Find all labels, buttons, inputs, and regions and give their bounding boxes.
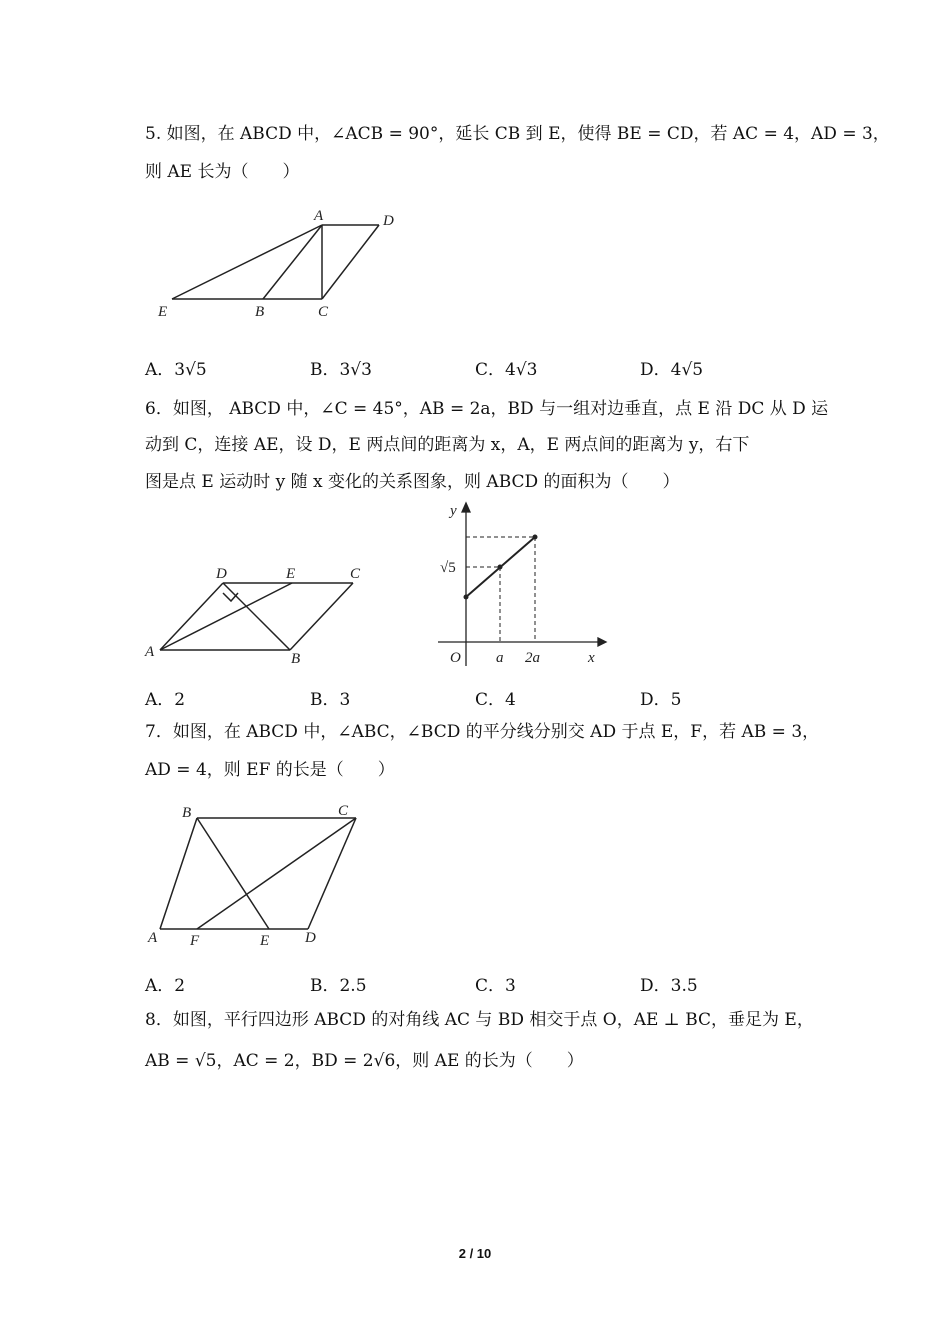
q6-option-c[interactable]: C．4: [475, 690, 516, 710]
q6-graph-label-y: y: [450, 503, 457, 519]
q5-line-2: 则 AE 长为（ ）: [145, 162, 300, 182]
q5-option-d[interactable]: D．4√5: [640, 360, 704, 380]
q6-graph-point-start: [464, 595, 469, 600]
q5-option-a[interactable]: A．3√5: [145, 360, 207, 380]
q7-label-D: D: [305, 930, 316, 946]
q6-graph-label-x: x: [588, 650, 595, 666]
q5-line-1: 5. 如图，在 ABCD 中，∠ACB = 90°，延长 CB 到 E，使得 BE = CD，若 AC = 4，AD = 3，: [145, 124, 890, 144]
q5-label-A: A: [314, 208, 324, 224]
q6-label-A: A: [145, 644, 155, 660]
q5-label-C: C: [318, 304, 329, 320]
q7-label-E: E: [260, 933, 270, 949]
q5-label-B: B: [255, 304, 265, 320]
q6-option-a[interactable]: A．2: [145, 690, 186, 710]
q7-option-b[interactable]: B．2.5: [310, 976, 367, 996]
q8-line-1: 8．如图，平行四边形 ABCD 的对角线 AC 与 BD 相交于点 O，AE ⊥ BC，垂足为 E，: [145, 1010, 814, 1030]
q6-seg-BC: [290, 583, 353, 650]
q7-label-B: B: [182, 805, 192, 821]
q7-label-C: C: [338, 803, 349, 819]
q6-label-D: D: [216, 566, 227, 582]
q5-option-b[interactable]: B．3√3: [310, 360, 372, 380]
q6-option-b[interactable]: B．3: [310, 690, 351, 710]
q5-seg-DC: [322, 225, 379, 299]
q6-line-2: 动到 C，连接 AE，设 D，E 两点间的距离为 x，A，E 两点间的距离为 y，右下: [145, 435, 750, 455]
q5-seg-BA: [263, 225, 322, 299]
q5-label-E: E: [158, 304, 168, 320]
q6-graph-point-mid: [498, 565, 503, 570]
q7-option-d[interactable]: D．3.5: [640, 976, 698, 996]
q6-right-angle-mark: [223, 593, 238, 601]
q6-graph: [430, 500, 610, 670]
q6-graph-y-arrow: [462, 503, 470, 512]
q6-seg-AE: [160, 583, 292, 650]
q7-seg-AB: [160, 818, 197, 929]
q6-graph-point-end: [533, 535, 538, 540]
q6-seg-AD: [160, 583, 223, 650]
q5-label-D: D: [383, 213, 394, 229]
q7-line-1: 7．如图，在 ABCD 中，∠ABC，∠BCD 的平分线分别交 AD 于点 E，F，若 AB = 3，: [145, 722, 820, 742]
q8-line-2: AB = √5，AC = 2，BD = 2√6，则 AE 的长为（ ）: [145, 1051, 584, 1071]
page-number: 2 / 10: [458, 1246, 492, 1261]
q7-line-2: AD = 4，则 EF 的长是（ ）: [145, 760, 395, 780]
q7-label-A: A: [148, 930, 158, 946]
q6-line-3: 图是点 E 运动时 y 随 x 变化的关系图象，则 ABCD 的面积为（ ）: [145, 472, 680, 492]
q7-seg-BE: [197, 818, 269, 929]
q5-figure: [150, 205, 410, 330]
q7-option-c[interactable]: C．3: [475, 976, 516, 996]
q5-option-c[interactable]: C．4√3: [475, 360, 538, 380]
q6-graph-label-a: a: [496, 650, 504, 666]
q6-line-1: 6．如图， ABCD 中，∠C = 45°，AB = 2a，BD 与一组对边垂直，点 E 沿 DC 从 D 运: [145, 399, 829, 419]
q6-label-E: E: [286, 566, 296, 582]
q6-label-C: C: [350, 566, 361, 582]
q6-label-B: B: [291, 651, 301, 667]
q6-graph-label-2a: 2a: [525, 650, 540, 666]
q6-seg-BD: [223, 583, 290, 650]
q6-option-d[interactable]: D．5: [640, 690, 682, 710]
q6-graph-x-arrow: [598, 638, 606, 646]
q6-graph-label-sqrt5: √5: [440, 560, 456, 576]
q6-graph-label-origin: O: [450, 650, 461, 666]
q5-seg-EA: [172, 225, 322, 299]
q7-label-F: F: [190, 933, 200, 949]
q7-figure: [140, 795, 370, 955]
q6-parallelogram-figure: [140, 560, 380, 670]
q7-option-a[interactable]: A．2: [145, 976, 186, 996]
